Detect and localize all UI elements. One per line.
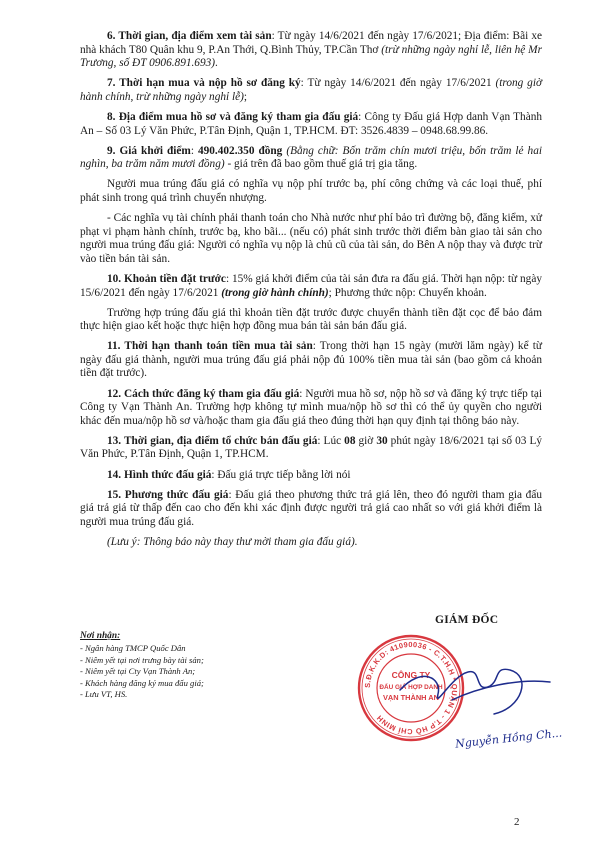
section-8-text: : Công ty Đấu giá Hợp danh Vạn Thành An – Số 03 Lý Văn Phức, P.Tân Định, Quận 1, TP.HCM. ĐT: 3526.4839 – 0948.68.99.86. bbox=[80, 110, 543, 137]
section-6-note: (trừ những ngày nghỉ lễ, liên hệ Mr Trương, số ĐT 0906.891.693) bbox=[80, 43, 542, 70]
auction-minute: 30 bbox=[376, 434, 388, 447]
section-13: 13. Thời gian, địa điểm tổ chức bán đấu giá: Lúc 08 giờ 30 phút ngày 18/6/2021 tại số 03 Lý Văn Phức, P.Tân Định, Quận 1, TP.HCM. bbox=[80, 434, 542, 461]
section-9: 9. Giá khởi điểm: 490.402.350 đồng (Bằng chữ: Bốn trăm chín mươi triệu, bốn trăm lẻ hai nghìn, ba trăm năm mươi đồng) - giá trên đã bao gồm thuế giá trị gia tăng. bbox=[80, 144, 542, 171]
section-9-label: 9. Giá khởi điểm bbox=[107, 144, 191, 157]
director-title: GIÁM ĐỐC bbox=[435, 614, 499, 626]
seal-line-3: VẠN THÀNH AN bbox=[383, 693, 439, 702]
section-12-label: 12. Cách thức đăng ký tham gia đấu giá bbox=[107, 387, 300, 400]
section-10-text: : 15% giá khởi điểm của tài sản đưa ra đấu giá. Thời hạn nộp: từ ngày 15/6/2021 đến ngày 17/6/2021 bbox=[80, 272, 542, 299]
section-12-text: : Người mua hồ sơ, nộp hồ sơ và đăng ký trực tiếp tại Công ty Vạn Thành An. Trường hợp không tự mình mua/nộp hồ sơ thì có thể ủy quyền cho người khác đến mua/nộp hồ sơ và/hoặc tham gia đấu giá theo đúng thời hạn quy định tại thông báo này. bbox=[80, 387, 542, 427]
section-8 bbox=[80, 111, 542, 138]
paragraph-financial-obligations: - Các nghĩa vụ tài chính phải thanh toán cho Nhà nước như phí bảo trì đường bộ, đăng kiểm, xử phạt vi phạm hành chính, trước bạ, kho bãi... (nếu có) phát sinh trước thời điểm bàn giao tài sản cho người mua trúng đấu giá: Người có nghĩa vụ nộp là chủ cũ của tài sản, do Bên A nộp thay và được trừ vào tiền bán tài sản. bbox=[80, 212, 542, 265]
section-12 bbox=[80, 388, 542, 429]
section-9-text: - giá trên đã bao gồm thuế giá trị gia tăng. bbox=[224, 158, 418, 171]
paragraph-obligation: Người mua trúng đấu giá có nghĩa vụ nộp phí trước bạ, phí công chứng và các loại thuế, phí phát sinh trong quá trình chuyển nhượng. bbox=[80, 178, 542, 204]
recipient-item: - Niêm yết tại nơi trưng bày tài sản; bbox=[80, 654, 204, 665]
section-14 bbox=[80, 469, 542, 483]
section-8-label: 8. Địa điểm mua hồ sơ và đăng ký tham gia đấu giá bbox=[107, 110, 359, 123]
section-7: 7. Thời hạn mua và nộp hồ sơ đăng ký: Từ ngày 14/6/2021 đến ngày 17/6/2021 (trong giờ hành chính, trừ những ngày nghỉ lễ); bbox=[80, 77, 542, 103]
section-13-text: phút ngày 18/6/2021 tại số 03 Lý Văn Phức, P.Tân Định, Quận 1, TP.HCM. bbox=[80, 434, 542, 461]
section-6: 6. Thời gian, địa điểm xem tài sản: Từ ngày 14/6/2021 đến ngày 17/6/2021; Địa điểm: Bãi xe nhà khách T80 Quân khu 9, P.An Thới, Q.Bình Thủy, TP.Cần Thơ (trừ những ngày nghỉ lễ, liên hệ Mr Trương, số ĐT 0906.891.693). bbox=[80, 30, 542, 70]
section-14-label: 14. Hình thức đấu giá bbox=[107, 468, 212, 481]
section-7-note: (trong giờ hành chính, trừ những ngày nghỉ lễ) bbox=[80, 77, 542, 103]
recipients-block bbox=[80, 631, 320, 700]
recipients-title: Nơi nhận: bbox=[80, 631, 121, 641]
signer-name: Nguyễn Hồng Ch... bbox=[454, 726, 563, 751]
section-10-note: (trong giờ hành chính) bbox=[221, 286, 329, 299]
auction-notice-body bbox=[80, 30, 542, 550]
section-11 bbox=[80, 340, 542, 381]
starting-price: 490.402.350 đồng bbox=[197, 144, 283, 157]
section-7-text: : Từ ngày 14/6/2021 đến ngày 17/6/2021 bbox=[300, 77, 496, 90]
seal-line-2: ĐẤU GIÁ HỢP DANH bbox=[379, 684, 443, 691]
seal-line-1: CÔNG TY bbox=[391, 670, 431, 680]
recipient-item: - Niêm yết tại Cty Vạn Thành An; bbox=[80, 666, 196, 677]
section-6-text: : Từ ngày 14/6/2021 đến ngày 17/6/2021; Địa điểm: Bãi xe nhà khách T80 Quân khu 9, P.An Thới, Q.Bình Thủy, TP.Cần Thơ bbox=[80, 30, 542, 56]
recipient-item: - Lưu VT, HS. bbox=[80, 689, 128, 700]
handwritten-signature-icon bbox=[382, 648, 562, 728]
section-10-label: 10. Khoản tiền đặt trước bbox=[107, 272, 226, 285]
auction-hour: 08 bbox=[344, 434, 356, 447]
section-6-label: 6. Thời gian, địa điểm xem tài sản bbox=[107, 30, 272, 42]
recipient-item: - Khách hàng đăng ký mua đấu giá; bbox=[80, 677, 204, 688]
section-14-text: : Đấu giá trực tiếp bằng lời nói bbox=[211, 468, 351, 481]
section-15-text: : Đấu giá theo phương thức trả giá lên, theo đó người tham gia đấu giá trả giá từ thấp đến cao cho đến khi xác định được người trả giá cao nhất so với giá khởi điểm là người mua trúng đấu giá. bbox=[80, 488, 542, 528]
section-15-label: 15. Phương thức đấu giá bbox=[107, 488, 229, 501]
section-10: 10. Khoản tiền đặt trước: 15% giá khởi điểm của tài sản đưa ra đấu giá. Thời hạn nộp: từ ngày 15/6/2021 đến ngày 17/6/2021 (trong giờ hành chính); Phương thức nộp: Chuyển khoản. bbox=[80, 272, 542, 299]
section-11-text: : Trong thời hạn 15 ngày (mười lăm ngày) kể từ ngày đấu giá thành, người mua trúng đấu giá phải nộp đủ 100% tiền mua tài sản (bao gồm cả khoản tiền đặt trước). bbox=[80, 340, 542, 380]
starting-price-words: (Bằng chữ: Bốn trăm chín mươi triệu, bốn trăm lẻ hai nghìn, ba trăm năm mươi đồng) bbox=[80, 144, 542, 171]
recipient-item: - Ngân hàng TMCP Quốc Dân bbox=[80, 643, 186, 654]
seal-ring-text: S.Đ.K.K.D: 41090036 - C.T.H.H * QUẬN 1 - T.P HỒ CHÍ MINH bbox=[362, 639, 460, 737]
section-15 bbox=[80, 489, 542, 530]
paragraph-deposit: Trường hợp trúng đấu giá thì khoản tiền đặt trước được chuyển thành tiền đặt cọc để bảo đảm thực hiện giao kết hoặc thực hiện hợp đồng mua bán tài sản bán đấu giá. bbox=[80, 306, 542, 333]
page-number: 2 bbox=[514, 816, 520, 828]
final-note: (Lưu ý: Thông báo này thay thư mời tham gia đấu giá). bbox=[107, 535, 358, 548]
section-7-label: 7. Thời hạn mua và nộp hồ sơ đăng ký bbox=[107, 77, 301, 90]
section-11-label: 11. Thời hạn thanh toán tiền mua tài sản bbox=[107, 340, 313, 353]
section-13-label: 13. Thời gian, địa điểm tổ chức bán đấu giá bbox=[107, 434, 318, 447]
